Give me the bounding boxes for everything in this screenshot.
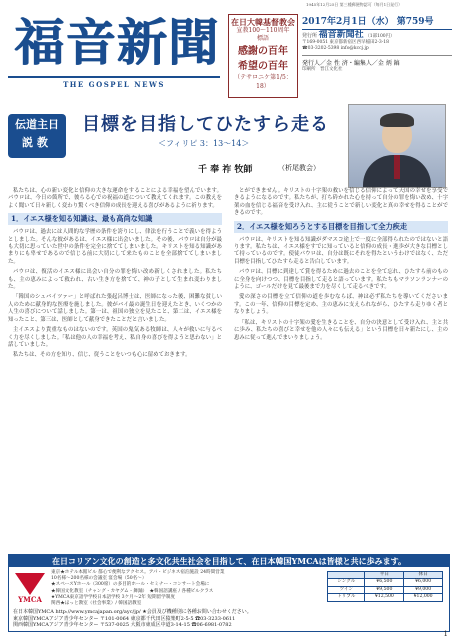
- price-cell: ¥6,500: [365, 579, 404, 586]
- price-cell: ¥12,500: [365, 594, 404, 601]
- badge-bottom: 説教: [22, 136, 52, 149]
- price-header: 休日: [404, 572, 443, 579]
- ad-banner: 在日コリアン文化の創造と多文化共生社会を目指して、在日本韓国YMCAは皆様と共に歩みます。: [9, 555, 449, 567]
- ad-line: 10名様〜200名様の会議室 宴会場（50名〜）: [51, 576, 147, 582]
- contact-line: 東京韓国YMCAアジア青少年センター 〒101-0064 東京都千代田区猿楽町2-5-5 ☎03-3233-0611: [13, 615, 236, 622]
- newspaper-title: [8, 14, 220, 92]
- ymca-website-link[interactable]: 在日本韓国YMCA http://www.ymcajapan.org/ayc/jp/ ★会員及び機種別に各種お問い合わせください。: [13, 609, 252, 616]
- motto-line: 感謝の百年: [238, 46, 288, 57]
- price-header: 平日: [365, 572, 404, 579]
- paragraph: パウロは、過去には人間的な学歴の条件を誇りにし、律法を行うことで義いを得ようとしました。そんな彼があるは、イエス様に出会いました。その後、パウロは自分が最も大切に思っていた世中の条件を完全に捨ててしまいました。キリストを知る知識があまりにも卑せであるので信じる前に大切にして来たものことを全部捨ててしまいました。: [8, 229, 222, 265]
- publisher-name: 福音新聞社: [318, 30, 364, 40]
- title-english: THE GOSPEL NEWS: [63, 80, 165, 89]
- issue-date: 2017年2月1日（水） 第759号: [302, 14, 452, 30]
- price-cell: ¥12,000: [404, 594, 443, 601]
- issue-info: [302, 14, 452, 73]
- printer-line: 印刷所 晋江文化社: [302, 67, 343, 72]
- ymca-logo: [13, 573, 47, 607]
- table-row: [328, 594, 443, 601]
- ad-line: 関西★ほっと教室（社会事業）/ 韓国語教室: [51, 601, 142, 607]
- masthead: [8, 14, 448, 98]
- paragraph: 愛の深さの目標を立て信仰の道を歩むならば、神は必ず私たちを導いてくださいます。この一年、信仰の目標を定め、主の恵みに支えられながら、ひたすら走りゆく者となりましょう。: [234, 294, 448, 316]
- sermon-header: [8, 104, 448, 175]
- photo-tie: [394, 155, 400, 179]
- table-row: [328, 586, 443, 593]
- price-cell: ツイン: [328, 586, 365, 593]
- sermon-badge: [8, 114, 66, 158]
- publisher-address: 〒169-0051 東京都新宿区西早稲田2-3-18: [302, 40, 389, 45]
- article-body: [8, 188, 448, 548]
- motto-line: 在日大韓基督教会: [231, 17, 295, 27]
- paragraph: 私たちは、心の新い変化と信仰の大きな運命をすることによる幸福を望んでいます。パウロは、今日の箇所で、彼らる心での祝福の道について教えてくれます。この教えをよく聞いて日々新しく変わり驚くべき信仰の成長を迎える喜びがあるように祈ります。: [8, 188, 222, 209]
- room-price-table: [327, 571, 443, 602]
- ymca-advertisement: [8, 554, 450, 632]
- ad-line: ★スペースYホール（300席）の多目的ホール・セミナー・コンサート会場に: [51, 582, 210, 588]
- price-cell: シングル: [328, 579, 365, 586]
- title-rule: [8, 76, 220, 78]
- photo-hair: [380, 113, 414, 127]
- title-char: 音: [65, 13, 116, 72]
- paragraph: 私たちは、その方を知り、信じ、従うことをいつも心に留めておきます。: [13, 352, 191, 359]
- motto-line: 希望の百年: [238, 61, 288, 72]
- author-photo: [348, 104, 446, 188]
- ad-line: 東京★ホテル本館ビル 都心で便利なアクセス。アパ・ビジネス宿泊施設 24時間営業: [51, 570, 225, 575]
- motto-reference: （テサロニケ第1/5：18）: [234, 74, 292, 90]
- price-note: （1部100円）: [365, 34, 395, 39]
- section-heading: 1．イエス様を知る知識は、最も高尚な知識: [8, 213, 222, 225]
- table-row: [328, 579, 443, 586]
- ymca-triangle-icon: [15, 573, 45, 595]
- price-cell: ¥9,000: [404, 586, 443, 593]
- price-cell: ¥6,000: [404, 579, 443, 586]
- title-char: 聞: [167, 13, 218, 72]
- contact-line: 関西韓国YMCAアジア青少年センター 〒537-0025 大阪市東成区中道3-14-15 ☎06-6981-0782: [13, 622, 232, 629]
- title-char: 新: [116, 13, 167, 72]
- scripture-reference: ＜フィリピ 3：13〜14＞: [158, 139, 250, 148]
- section-heading: 2．イエス様を知ろうとする目標を目指して全力疾走: [234, 221, 448, 233]
- paragraph: パウロは、復活のイエス様に出会い自分の罪を悔い改め新しくされました。私たちも、主の恵みによって救われ、古い生き方を捨てて、神の子として生まれ変わりました。: [8, 269, 222, 291]
- editor-line: 発行人／金 性 済・編集人／金 炳 鎬: [302, 55, 452, 67]
- author-church: （析尾教会）: [278, 164, 320, 172]
- badge-top: 伝道主日: [15, 118, 59, 131]
- paragraph: パウロは、目標に到達して賞を得るために過去のことを全て忘れ、ひたすら前のものに全身を向けつつ、目標を目指して走ると語っています。私たちもマラソンランナーのように、ゴールだけを見て最後まで力を尽くして走るべきです。: [234, 269, 448, 291]
- paragraph: とができません。キリストの十字架の救いを信じる信仰によって天国の幸せを享受できるようになるのです。私たちが、打ち砕かれた心を持って自分の罪を悔い改め、十字架の血を信じる福音を受け入れ、主に従うことで新しい変化と真の幸せを得ることができるのです。: [234, 188, 448, 217]
- ad-contact: [13, 609, 445, 629]
- paragraph: 主イエスより貴重なものはないのです。英国の鬼気ある牧師は、人々が救いに与るべく力を尽くしました。「私は他の人の幸福を考え、私自身の喜びを得ようと思わない」と話していました。: [8, 327, 222, 348]
- paragraph: パウロは、キリストを知る知識がダマスコ途上で一度に全部得られたのではないと語ります。私たちは、イエス様をすでに知っていると信仰の成長・進歩が大きな目標として持っているのです。使徒パウロは、自分は既にそれを得たというわけではなく、ただ目標を目指してひたすら走ると告白しています。: [234, 236, 448, 265]
- motto-line: 宣教100〜110周年: [236, 27, 290, 34]
- paragraph: 「韓国のシュバイツァー」と呼ばれた張起呂博士は、医師になった後、困難な貧しい人のために献身的な医療を施しました。彼がバイ最の誕生日を迎えたとき、いくつかの人生の喜びについて話しました。第一は、祖国の独立を見たこと、第二は、イエス様を知ったこと、第三は、医師として献身できたことだと言いました。: [8, 294, 222, 323]
- motto-line: 標語: [256, 35, 269, 42]
- sermon-title: 目標を目指してひたすら走る: [82, 114, 329, 135]
- title-char: 福: [14, 13, 64, 72]
- page-number: 1: [443, 630, 448, 638]
- postal-meta: 1945年12月25日 第三種郵便物認可（毎月1日発行）: [306, 2, 403, 7]
- ad-line: ★韓国文化教室（チャング・カヤグム・舞踊） ★韓国語講座 / 各種ビルクラス: [51, 588, 214, 594]
- paragraph: 「私は、キリストの十字架の愛を生きることを、自分の決意として受け入れ、主と共に歩み、私たちの喜びと幸せを他の人々にも伝える」という目標を日々新たにし、主の恵みに従って進んでまいりましょう。: [234, 319, 448, 341]
- price-header: [328, 572, 365, 579]
- author-name: 千 奉 祚 牧師: [198, 165, 253, 175]
- price-cell: トリプル: [328, 594, 365, 601]
- article-column-left: [8, 188, 222, 548]
- ymca-logo-text: YMCA: [18, 595, 42, 604]
- ad-line: ★YMCA東京語学学校日本語学校 3ケ月〜2年 短期留学制度: [51, 594, 175, 600]
- publisher-label: 発行所: [302, 33, 318, 39]
- price-cell: ¥9,500: [365, 586, 404, 593]
- article-column-right: [234, 188, 448, 548]
- publisher-phone: ☎03-3202-5398 info@kccj.jp: [302, 46, 369, 51]
- ad-details: [51, 570, 321, 607]
- anniversary-motto-box: [228, 14, 298, 98]
